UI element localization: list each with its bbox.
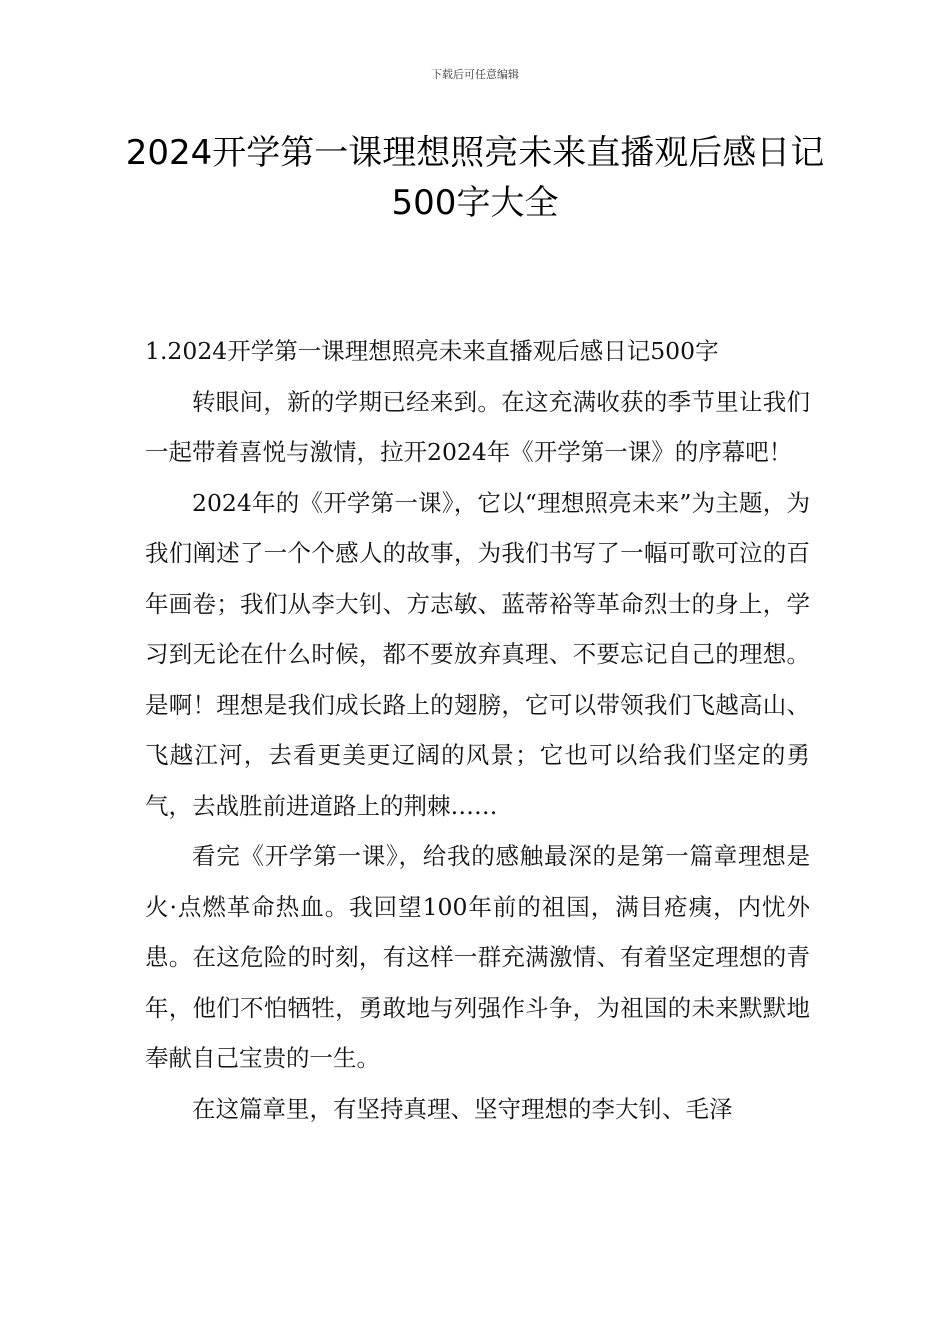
document-title: 2024开学第一课理想照亮未来直播观后感日记500字大全	[125, 133, 825, 223]
header-note: 下载后可任意编辑	[431, 68, 519, 81]
paragraph-2: 2024年的《开学第一课》，它以“理想照亮未来”为主题，为我们阐述了一个个感人的故事，为我们书写了一幅可歌可泣的百年画卷；我们从李大钊、方志敏、蓝蒂裕等革命烈士的身上，学习到无论在什么时候，都不要放弃真理、不要忘记自己的理想。是啊！理想是我们成长路上的翅膀，它可以带领我们飞越高山、飞越江河，去看更美更辽阔的风景；它也可以给我们坚定的勇气，去战胜前进道路上的荆棘……	[145, 488, 810, 820]
document-body	[145, 326, 810, 1134]
paragraph-3: 看完《开学第一课》，给我的感触最深的是第一篇章理想是火·点燃革命热血。我回望100年前的祖国，满目疮痍，内忧外患。在这危险的时刻，有这样一群充满激情、有着坚定理想的青年，他们不怕牺牲，勇敢地与列强作斗争，为祖国的未来默默地奉献自己宝贵的一生。	[145, 842, 810, 1072]
section-heading: 1.2024开学第一课理想照亮未来直播观后感日记500字	[145, 337, 719, 365]
paragraph-4: 在这篇章里，有坚持真理、坚守理想的李大钊、毛泽	[192, 1094, 733, 1123]
paragraph-1: 转眼间，新的学期已经来到。在这充满收获的季节里让我们一起带着喜悦与激情，拉开2024年《开学第一课》的序幕吧！	[145, 387, 810, 466]
